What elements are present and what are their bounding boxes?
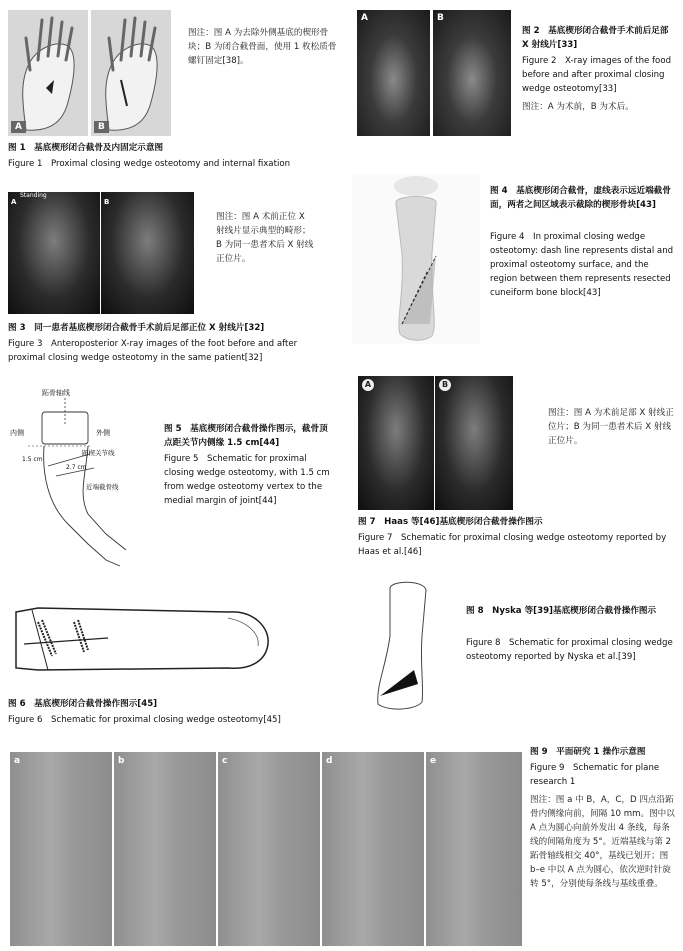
fig7-panel-b xyxy=(435,376,513,510)
lateral-label: 外侧 xyxy=(96,429,110,437)
fig2-caption-en: Figure 2 X-ray images of the food before and after proximal closing wedge osteotomy[33] xyxy=(522,56,672,94)
cuneiform-bone-drawing xyxy=(352,174,480,344)
fig9-caption-en: Figure 9 Schematic for plane research 1 xyxy=(530,763,660,787)
fig7-note: 图注：图 A 为术前足部 X 射线正位片；B 为同一患者术后 X 射线正位片。 xyxy=(548,408,674,446)
fig9-panel-b xyxy=(114,752,216,946)
metatarsal-drawing xyxy=(362,576,452,716)
fig3-caption-en: Figure 3 Anteroposterior X-ray images of the foot before and after proximal closing wedge osteotomy in the same patient[32] xyxy=(8,339,298,363)
fig6-diagram xyxy=(8,598,276,680)
fig6-caption-cn: 图 6 基底楔形闭合截骨操作图示[45] xyxy=(8,699,158,709)
panel-label: B xyxy=(439,379,451,391)
d2-label: 2.7 cm xyxy=(66,464,87,471)
fig7-caption-cn: 图 7 Haas 等[46]基底楔形闭合截骨操作图示 xyxy=(358,517,543,527)
fig1-caption-en: Figure 1 Proximal closing wedge osteotomy and internal fixation xyxy=(8,159,291,169)
fig9-panel-d xyxy=(322,752,424,946)
osteotomy-plate-schematic xyxy=(8,598,276,680)
panel-label: b xyxy=(118,756,125,766)
standing-label: Standing xyxy=(20,192,47,199)
panel-label: A xyxy=(362,379,374,391)
fig1-panel-a xyxy=(8,10,88,136)
panel-label: B xyxy=(104,198,110,206)
fig8-caption-cn: 图 8 Nyska 等[39]基底楔形闭合截骨操作图示 xyxy=(466,606,657,616)
fig2-caption-cn: 图 2 基底楔形闭合截骨手术前后足部 X 射线片[33] xyxy=(522,26,669,50)
panel-label: a xyxy=(14,756,21,766)
fig1-panel-b xyxy=(91,10,171,136)
fig2-panel-a xyxy=(357,10,430,136)
osteotomy-schematic xyxy=(8,384,158,574)
fig4-caption-en: Figure 4 In proximal closing wedge osteotomy: dash line represents distal and proximal osteotomy surface, and the region between them represents resected cuneiform bone block[43] xyxy=(490,232,674,298)
panel-label: d xyxy=(326,756,333,766)
fig4-image xyxy=(352,174,480,344)
joint-line-label: 跖楔关节线 xyxy=(82,449,115,457)
fig7-caption-en: Figure 7 Schematic for proximal closing wedge osteotomy reported by Haas et al.[46] xyxy=(358,533,667,557)
fig3-note: 图注：图 A 术前正位 X 射线片显示典型的畸形；B 为同一患者术后 X 射线正位片。 xyxy=(216,212,314,264)
medial-label: 内侧 xyxy=(10,429,24,437)
fig5-diagram xyxy=(8,384,158,574)
fig1-note: 图注：图 A 为去除外侧基底的楔形骨块；B 为闭合截骨面，使用 1 枚松质骨螺钉固定[38]。 xyxy=(188,28,337,66)
fig3-panel-b xyxy=(101,192,194,314)
fig4-caption-cn: 图 4 基底楔形闭合截骨，虚线表示远近端截骨面，两者之间区域表示截除的楔形骨块[43] xyxy=(490,186,671,210)
fig9-panel-a xyxy=(10,752,112,946)
fig6-caption-en: Figure 6 Schematic for proximal closing wedge osteotomy[45] xyxy=(8,715,281,725)
fig7-panel-a xyxy=(358,376,434,510)
fig8-image xyxy=(362,576,452,716)
axis-label: 跖骨轴线 xyxy=(42,389,70,397)
fig9-caption-cn: 图 9 平面研究 1 操作示意图 xyxy=(530,747,646,757)
foot-bone-drawing xyxy=(91,10,171,136)
panel-label: A xyxy=(361,13,368,23)
fig9-note: 图注：图 a 中 B，A，C，D 四点沿跖骨内侧缘向前，间隔 10 mm。图中以 A 点为圆心向前外发出 4 条线，每条线的间隔角度为 5°。近端基线与第 2 跖骨轴线相交 40°，基线已划开；图 b–e 中以 A 点为圆心，依次逆时针旋转 5°，分别使每条线与基线重叠。 xyxy=(530,795,675,889)
fig3-caption-cn: 图 3 同一患者基底楔形闭合截骨手术前后足部正位 X 射线片[32] xyxy=(8,323,265,333)
fig3-panel-a xyxy=(8,192,100,314)
fig5-caption-cn: 图 5 基底楔形闭合截骨操作图示，截骨顶点距关节内侧缘 1.5 cm[44] xyxy=(164,424,328,448)
panel-label: c xyxy=(222,756,228,766)
panel-label: B xyxy=(94,121,109,133)
fig2-panel-b xyxy=(433,10,511,136)
fig8-caption-en: Figure 8 Schematic for proximal closing wedge osteotomy reported by Nyska et al.[39] xyxy=(466,638,673,662)
fig5-caption-en: Figure 5 Schematic for proximal closing wedge osteotomy, with 1.5 cm from wedge osteotomy vertex to the medial margin of joint[44] xyxy=(164,454,330,506)
osteotomy-line-label: 近端截骨线 xyxy=(86,483,119,491)
panel-label: A xyxy=(11,198,17,206)
panel-label: B xyxy=(437,13,444,23)
d1-label: 1.5 cm xyxy=(22,456,43,463)
panel-label: e xyxy=(430,756,437,766)
foot-bone-drawing xyxy=(8,10,88,136)
fig2-note: 图注：A 为术前，B 为术后。 xyxy=(522,102,634,112)
fig9-panel-c xyxy=(218,752,320,946)
fig9-panel-e xyxy=(426,752,522,946)
panel-label: A xyxy=(11,121,26,133)
fig1-caption-cn: 图 1 基底楔形闭合截骨及内固定示意图 xyxy=(8,143,164,153)
